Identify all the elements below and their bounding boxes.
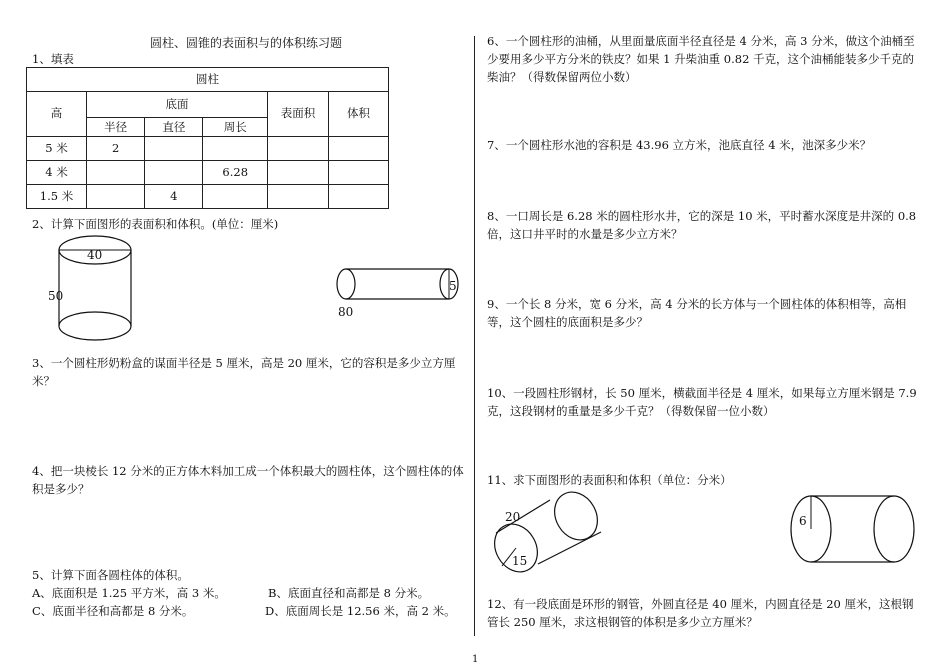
table-cell [203,185,268,209]
fig2-right-label: 5 [449,279,457,293]
table-cell: 2 [87,137,145,161]
table-row [27,137,389,161]
table-cell [329,185,389,209]
table-cell [268,137,329,161]
fig1-top-label: 40 [87,248,103,262]
cylinder-figure-tilted [490,488,610,578]
page-title: 圆柱、圆锥的表面积与的体积练习题 [150,36,343,50]
q10-text: 10、一段圆柱形钢材，长 50 厘米，横截面半径是 4 厘米，如果每立方厘米钢是 7.9 克，这段钢材的重量是多少千克？（得数保留一位小数） [487,386,917,418]
q12-text: 12、有一段底面是环形的钢管，外圆直径是 40 厘米，内圆直径是 20 厘米，这根钢管长 250 厘米，求这根钢管的体积是多少立方厘米？ [487,597,914,629]
fig2-bottom-label: 80 [338,305,354,319]
header-volume: 体积 [329,92,389,137]
fig11b-left-label: 6 [799,514,807,528]
cylinder-figure-horizontal [334,265,464,325]
table-cell [87,161,145,185]
q11-text: 11、求下面图形的表面积和体积（单位：分米） [487,473,732,487]
table-cell [145,137,203,161]
table-cell: 1.5 米 [27,185,87,209]
q5-text: 5、计算下面各圆柱体的体积。 [32,568,189,582]
table-cell: 4 米 [27,161,87,185]
table-cell [268,185,329,209]
q1-label: 1、填表 [32,52,74,66]
table-cell: 5 米 [27,137,87,161]
table-cell: 6.28 [203,161,268,185]
q5-option-a: A、底面积是 1.25 平方米，高 3 米。 [32,586,226,600]
table-cell [268,161,329,185]
header-circumference: 周长 [203,118,268,137]
fig11a-top-label: 20 [505,510,521,524]
q6-text: 6、一个圆柱形的油桶，从里面量底面半径直径是 4 分米，高 3 分米，做这个油桶至少要用多少平方分米的铁皮？如果 1 升柴油重 0.82 千克，这个油桶能装多少千克的柴油？（得数保留两位小数） [487,34,915,84]
header-height: 高 [27,92,87,137]
q9-text: 9、一个长 8 分米，宽 6 分米，高 4 分米的长方体与一个圆柱体的体积相等，高相等，这个圆柱的底面积是多少？ [487,297,907,329]
q5-option-c: C、底面半径和高都是 8 分米。 [32,604,194,618]
table-cell [329,161,389,185]
q4-text: 4、把一块棱长 12 分米的正方体木料加工成一个体积最大的圆柱体，这个圆柱体的体积是多少？ [32,464,464,496]
fill-table [26,67,389,209]
page-number: 1 [472,654,479,665]
column-divider [474,36,475,636]
table-cell [203,137,268,161]
fig11a-bottom-label: 15 [512,554,528,568]
header-surface: 表面积 [268,92,329,137]
cylinder-figure-upright [46,232,146,352]
fig1-side-label: 50 [48,289,64,303]
table-row [27,161,389,185]
cylinder-figure-horizontal-large [788,492,923,572]
header-base: 底面 [87,92,268,118]
header-diameter: 直径 [145,118,203,137]
q7-text: 7、一个圆柱形水池的容积是 43.96 立方米，池底直径 4 米，池深多少米？ [487,138,872,152]
q5-option-d: D、底面周长是 12.56 米，高 2 米。 [265,604,456,618]
q2-text: 2、计算下面图形的表面积和体积。(单位：厘米) [32,217,279,231]
table-cell: 4 [145,185,203,209]
q5-option-b: B、底面直径和高都是 8 分米。 [268,586,430,600]
table-row [27,185,389,209]
q8-text: 8、一口周长是 6.28 米的圆柱形水井，它的深是 10 米，平时蓄水深度是井深的 0.8 倍，这口井平时的水量是多少立方米？ [487,209,917,241]
header-radius: 半径 [87,118,145,137]
table-cell [145,161,203,185]
table-caption: 圆柱 [27,68,389,92]
table-cell [87,185,145,209]
q3-text: 3、一个圆柱形奶粉盒的谋面半径是 5 厘米，高是 20 厘米，它的容积是多少立方厘米？ [32,356,456,388]
table-cell [329,137,389,161]
